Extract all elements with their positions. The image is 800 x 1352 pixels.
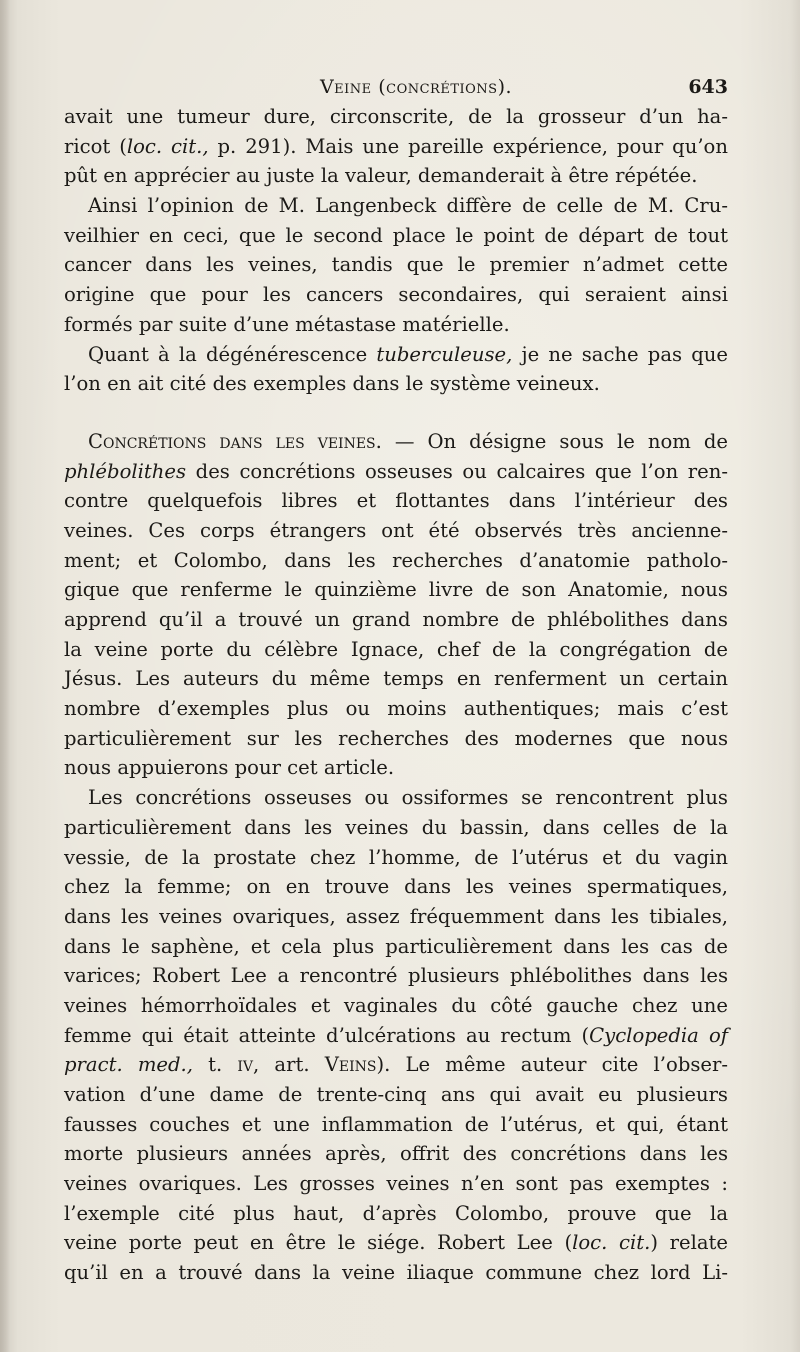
text-line: pût en apprécier au juste la valeur, demanderait à être répétée. xyxy=(64,164,698,188)
text-line xyxy=(64,457,728,487)
text-line: fausses couches et une inflammation de l’utérus, et qui, étant xyxy=(64,1112,728,1136)
text-line: morte plusieurs années après, offrit des concrétions dans les xyxy=(64,1142,728,1166)
text-line: veines. Ces corps étrangers ont été observés très ancienne- xyxy=(64,518,728,542)
text-run: femme qui était atteinte d’ulcérations au rectum ( xyxy=(64,1023,590,1047)
text-line: veines hémorrhoïdales et vaginales du côté gauche chez une xyxy=(64,993,728,1017)
text-run: t. xyxy=(193,1053,238,1077)
paragraph-1 xyxy=(64,102,728,191)
text-line xyxy=(64,132,728,162)
text-line: varices; Robert Lee a rencontré plusieurs phlébolithes dans les xyxy=(64,964,728,988)
running-head-title xyxy=(64,74,728,100)
text-line: chez la femme; on en trouve dans les veines spermatiques, xyxy=(64,875,728,899)
text-line: Jésus. Les auteurs du même temps en renferment un certain xyxy=(64,667,728,691)
text-line: veilhier en ceci, que le second place le point de départ de tout xyxy=(64,223,728,247)
italic-run: loc. cit. xyxy=(572,1231,651,1255)
running-head-paren: (concrétions). xyxy=(378,76,513,98)
text-line xyxy=(64,1228,728,1258)
text-line: particulièrement sur les recherches des modernes que nous xyxy=(64,726,728,750)
text-line: gique que renferme le quinzième livre de son Anatomie, nous xyxy=(64,578,728,602)
text-line: vation d’une dame de trente-cinq ans qui avait eu plusieurs xyxy=(64,1083,728,1106)
italic-run: tuberculeuse, xyxy=(376,342,513,366)
text-line xyxy=(64,1021,728,1051)
small-caps-run: Veins xyxy=(324,1053,377,1077)
text-line: ment; et Colombo, dans les recherches d’anatomie patholo- xyxy=(64,548,728,572)
running-head xyxy=(64,74,728,100)
text-line: vessie, de la prostate chez l’homme, de l’utérus et du vagin xyxy=(64,845,728,869)
italic-run: loc. cit., xyxy=(126,134,209,158)
text-run: veine porte peut en être le siége. Robert Lee ( xyxy=(64,1231,573,1255)
italic-run: pract. med., xyxy=(64,1053,193,1077)
text-run: ricot ( xyxy=(64,134,127,158)
text-run: , art. xyxy=(253,1053,325,1077)
text-run: ). Le même auteur cite l’obser- xyxy=(376,1053,728,1077)
text-line: qu’il en a trouvé dans la veine iliaque commune chez lord Li- xyxy=(64,1261,728,1285)
text-line: Les concrétions osseuses ou ossiformes se rencontrent plus xyxy=(88,786,728,810)
italic-run: Cyclopedia of xyxy=(589,1023,728,1047)
text-run: des concrétions osseuses ou calcaires que l’on ren- xyxy=(186,459,728,483)
text-line: l’exemple cité plus haut, d’après Colombo, prouve que la xyxy=(64,1201,728,1225)
text-line: dans les veines ovariques, assez fréquemment dans les tibiales, xyxy=(64,904,728,928)
text-line: formés par suite d’une métastase matérielle. xyxy=(64,312,510,336)
text-line: nous appuierons pour cet article. xyxy=(64,756,395,780)
small-caps-run: iv xyxy=(237,1053,254,1077)
paragraph-5 xyxy=(64,783,728,1288)
text-line xyxy=(64,1050,728,1080)
text-line: la veine porte du célèbre Ignace, chef de la congrégation de xyxy=(64,637,728,661)
page-gutter-shadow xyxy=(0,0,10,1352)
page-number: 643 xyxy=(688,76,728,98)
text-run: je ne sache pas que xyxy=(512,342,728,366)
text-line: veines ovariques. Les grosses veines n’en sont pas exemptes : xyxy=(64,1172,728,1196)
body-text xyxy=(64,102,728,1288)
running-head-word: Veine xyxy=(319,76,372,98)
section-heading: Concrétions dans les veines. xyxy=(88,429,382,453)
section-gap xyxy=(64,399,728,427)
paragraph-4 xyxy=(64,427,728,783)
paragraph-3 xyxy=(64,340,728,399)
text-run: Quant à la dégénérescence xyxy=(88,342,377,366)
text-run: — On désigne sous le nom de xyxy=(381,429,728,453)
text-line: cancer dans les veines, tandis que le premier n’admet cette xyxy=(64,253,728,277)
text-run: p. 291). Mais une pareille expérience, pour qu’on xyxy=(208,134,728,158)
text-line: origine que pour les cancers secondaires, qui seraient ainsi xyxy=(64,283,728,307)
text-line: apprend qu’il a trouvé un grand nombre de phlébolithes dans xyxy=(64,608,728,631)
text-line: l’on en ait cité des exemples dans le système veineux. xyxy=(64,372,600,396)
text-line xyxy=(64,427,728,457)
text-line: dans le saphène, et cela plus particulièrement dans les cas de xyxy=(64,934,728,958)
text-line: Ainsi l’opinion de M. Langenbeck diffère de celle de M. Cru- xyxy=(88,194,728,218)
text-line xyxy=(64,340,728,370)
text-line: nombre d’exemples plus ou moins authentiques; mais c’est xyxy=(64,697,728,721)
text-line: particulièrement dans les veines du bassin, dans celles de la xyxy=(64,815,728,839)
text-line: contre quelquefois libres et flottantes dans l’intérieur des xyxy=(64,489,728,513)
text-run: ) relate xyxy=(650,1231,728,1255)
italic-run: phlébolithes xyxy=(64,459,187,483)
text-line: avait une tumeur dure, circonscrite, de la grosseur d’un ha- xyxy=(64,105,728,128)
paragraph-2 xyxy=(64,191,728,339)
